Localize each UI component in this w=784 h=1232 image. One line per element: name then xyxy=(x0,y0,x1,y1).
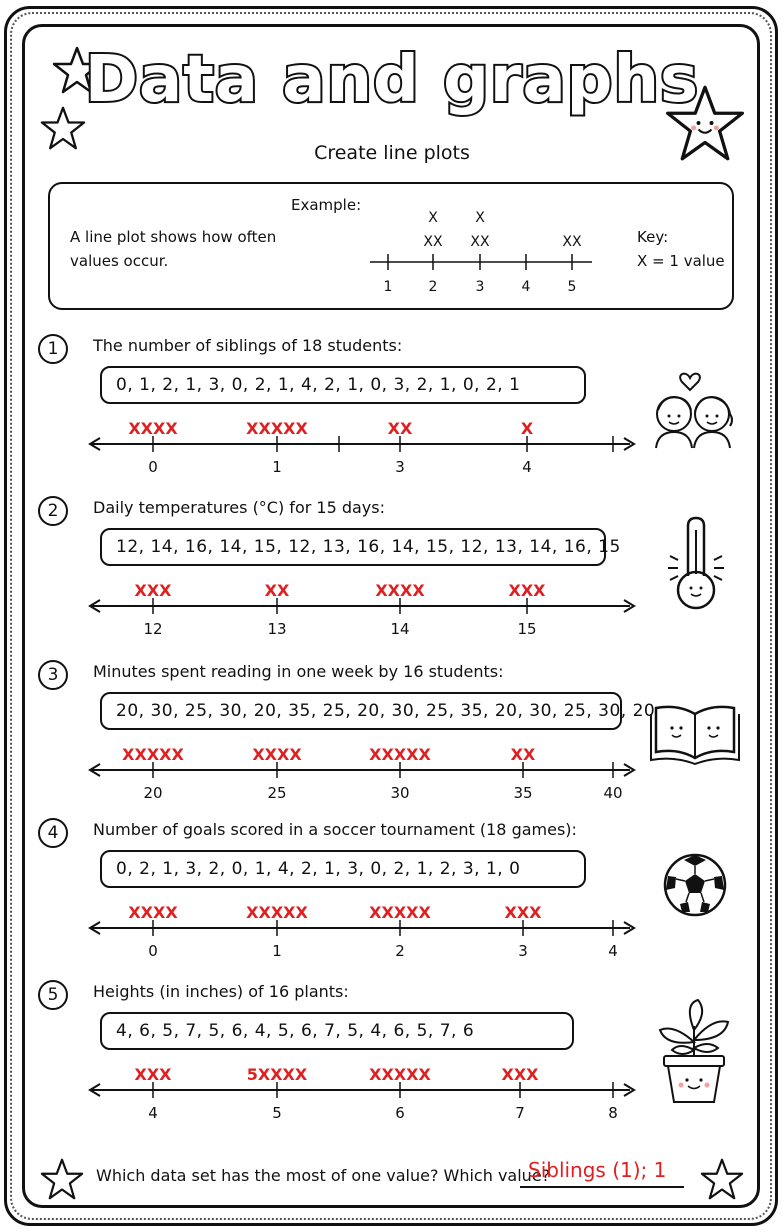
example-x-mark: XX xyxy=(423,234,443,250)
data-set-box: 4, 6, 5, 7, 5, 6, 4, 5, 6, 7, 5, 4, 6, 5, 7, 6 xyxy=(100,1012,574,1050)
tick-label: 15 xyxy=(517,620,537,638)
tick-label: 3 xyxy=(518,942,528,960)
problem-prompt: Heights (in inches) of 16 plants: xyxy=(93,982,349,1001)
x-marks: XXX xyxy=(504,903,542,922)
open-book-icon xyxy=(648,700,742,766)
problem-prompt: Daily temperatures (°C) for 15 days: xyxy=(93,498,385,517)
example-tick-label: 4 xyxy=(521,279,531,295)
problem-number: 5 xyxy=(38,980,68,1010)
example-x-mark: X xyxy=(475,210,485,226)
example-description-line1: A line plot shows how often xyxy=(70,228,277,246)
tick-label: 3 xyxy=(395,458,405,476)
tick-label: 12 xyxy=(143,620,163,638)
tick-label: 40 xyxy=(603,784,623,802)
x-marks: XXXX xyxy=(375,581,425,600)
x-marks: XXXX xyxy=(128,903,178,922)
x-marks: XXXX xyxy=(128,419,178,438)
x-marks: XXXXX xyxy=(369,1065,431,1084)
example-tick-label: 5 xyxy=(567,279,577,295)
example-x-mark: XX xyxy=(470,234,490,250)
problem-number: 3 xyxy=(38,660,68,690)
x-marks: XX xyxy=(264,581,290,600)
example-heading: Example: xyxy=(291,196,362,214)
page-title: Data and graphs xyxy=(84,43,700,117)
x-marks: XXXXX xyxy=(122,745,184,764)
tick-label: 4 xyxy=(608,942,618,960)
tick-label: 25 xyxy=(267,784,287,802)
data-set-box: 0, 2, 1, 3, 2, 0, 1, 4, 2, 1, 3, 0, 2, 1, 2, 3, 1, 0 xyxy=(100,850,586,888)
x-marks: XXXXX xyxy=(246,903,308,922)
tick-label: 7 xyxy=(515,1104,525,1122)
x-marks: XXXXX xyxy=(369,903,431,922)
example-x-mark: X xyxy=(428,210,438,226)
thermometer-icon xyxy=(664,516,728,612)
soccer-ball-icon xyxy=(662,852,728,918)
tick-label: 13 xyxy=(267,620,287,638)
tick-label: 8 xyxy=(608,1104,618,1122)
example-description-line2: values occur. xyxy=(70,252,169,270)
problem-number: 4 xyxy=(38,818,68,848)
tick-label: 0 xyxy=(148,942,158,960)
x-marks: XXXXX xyxy=(246,419,308,438)
tick-label: 1 xyxy=(272,942,282,960)
page-subtitle: Create line plots xyxy=(314,142,470,164)
tick-label: 14 xyxy=(390,620,410,638)
x-marks: 5XXXX xyxy=(246,1065,308,1084)
x-marks: X xyxy=(520,419,534,438)
problem-number: 2 xyxy=(38,496,68,526)
example-key-title: Key: xyxy=(637,228,669,246)
problem-number: 1 xyxy=(38,334,68,364)
data-set-box: 0, 1, 2, 1, 3, 0, 2, 1, 4, 2, 1, 0, 3, 2, 1, 0, 2, 1 xyxy=(100,366,586,404)
x-marks: XXXX xyxy=(252,745,302,764)
final-question-prompt: Which data set has the most of one value? Which value? xyxy=(96,1166,551,1185)
x-marks: XXX xyxy=(501,1065,539,1084)
tick-label: 2 xyxy=(395,942,405,960)
x-marks: XXX xyxy=(134,1065,172,1084)
x-marks: XXX xyxy=(134,581,172,600)
tick-label: 5 xyxy=(272,1104,282,1122)
tick-label: 6 xyxy=(395,1104,405,1122)
x-marks: XX xyxy=(510,745,536,764)
x-marks: XX xyxy=(387,419,413,438)
tick-label: 4 xyxy=(148,1104,158,1122)
example-x-mark: XX xyxy=(562,234,582,250)
tick-label: 0 xyxy=(148,458,158,476)
problem-prompt: Number of goals scored in a soccer tournament (18 games): xyxy=(93,820,577,839)
tick-label: 30 xyxy=(390,784,410,802)
problem-prompt: The number of siblings of 18 students: xyxy=(93,336,403,355)
tick-label: 1 xyxy=(272,458,282,476)
data-set-box: 20, 30, 25, 30, 20, 35, 25, 20, 30, 25, 35, 20, 30, 25, 30, 20 xyxy=(100,692,622,730)
example-tick-label: 3 xyxy=(475,279,485,295)
data-set-box: 12, 14, 16, 14, 15, 12, 13, 16, 14, 15, 12, 13, 14, 16, 15 xyxy=(100,528,606,566)
example-tick-label: 2 xyxy=(428,279,438,295)
answer-line xyxy=(520,1186,684,1188)
example-key-definition: X = 1 value xyxy=(637,252,725,270)
tick-label: 20 xyxy=(143,784,163,802)
problem-prompt: Minutes spent reading in one week by 16 students: xyxy=(93,662,504,681)
tick-label: 35 xyxy=(513,784,533,802)
final-question-answer[interactable]: Siblings (1); 1 xyxy=(528,1158,667,1182)
potted-plant-icon xyxy=(654,996,734,1106)
example-tick-label: 1 xyxy=(383,279,393,295)
tick-label: 4 xyxy=(522,458,532,476)
two-children-heart-icon xyxy=(650,368,738,450)
x-marks: XXX xyxy=(508,581,546,600)
x-marks: XXXXX xyxy=(369,745,431,764)
